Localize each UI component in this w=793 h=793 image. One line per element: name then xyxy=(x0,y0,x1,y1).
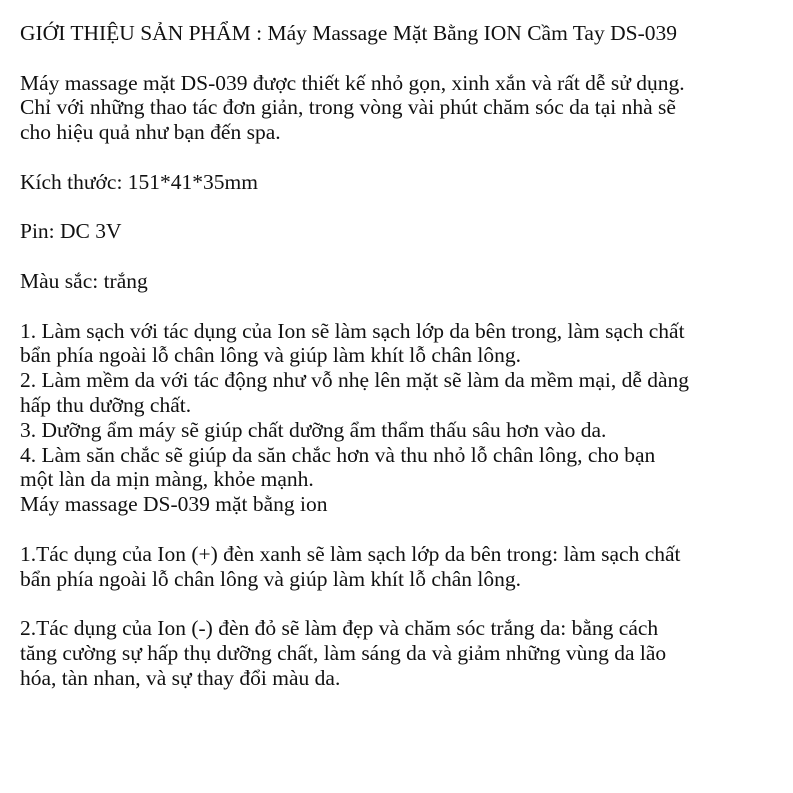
feature-line: hấp thu dưỡng chất. xyxy=(20,392,192,417)
spec-battery: Pin: DC 3V xyxy=(20,219,122,244)
ion-plus-line: 1.Tác dụng của Ion (+) đèn xanh sẽ làm sạch lớp da bên trong: làm sạch chất xyxy=(20,541,681,566)
spacer xyxy=(20,591,790,616)
spacer xyxy=(20,517,790,542)
spacer xyxy=(20,145,790,170)
intro-line: Máy massage mặt DS-039 được thiết kế nhỏ gọn, xinh xắn và rất dễ sử dụng. xyxy=(20,70,685,95)
spacer xyxy=(20,244,790,269)
feature-line: Máy massage DS-039 mặt bằng ion xyxy=(20,492,328,517)
spacer xyxy=(20,294,790,319)
product-description xyxy=(20,21,790,691)
ion-minus-line: hóa, tàn nhan, và sự thay đổi màu da. xyxy=(20,665,341,690)
ion-minus-line: tăng cường sự hấp thụ dưỡng chất, làm sáng da và giảm những vùng da lão xyxy=(20,640,667,665)
feature-line: 1. Làm sạch với tác dụng của Ion sẽ làm sạch lớp da bên trong, làm sạch chất xyxy=(20,318,685,343)
feature-line: 3. Dưỡng ẩm máy sẽ giúp chất dưỡng ẩm thẩm thấu sâu hơn vào da. xyxy=(20,417,607,442)
spacer xyxy=(20,195,790,220)
feature-line: một làn da mịn màng, khỏe mạnh. xyxy=(20,467,314,492)
ion-plus-line: bẩn phía ngoài lỗ chân lông và giúp làm khít lỗ chân lông. xyxy=(20,566,521,591)
spec-color: Màu sắc: trắng xyxy=(20,268,148,293)
feature-line: 2. Làm mềm da với tác động như vỗ nhẹ lên mặt sẽ làm da mềm mại, dễ dàng xyxy=(20,368,690,393)
feature-line: 4. Làm săn chắc sẽ giúp da săn chắc hơn và thu nhỏ lỗ chân lông, cho bạn xyxy=(20,442,656,467)
spec-size: Kích thước: 151*41*35mm xyxy=(20,169,259,194)
feature-line: bẩn phía ngoài lỗ chân lông và giúp làm khít lỗ chân lông. xyxy=(20,343,521,368)
page-title: GIỚI THIỆU SẢN PHẨM : Máy Massage Mặt Bằng ION Cầm Tay DS-039 xyxy=(20,21,677,45)
spacer xyxy=(20,46,790,71)
ion-minus-line: 2.Tác dụng của Ion (-) đèn đỏ sẽ làm đẹp và chăm sóc trắng da: bằng cách xyxy=(20,616,659,641)
intro-line: cho hiệu quả như bạn đến spa. xyxy=(20,120,281,145)
intro-line: Chỉ với những thao tác đơn giản, trong vòng vài phút chăm sóc da tại nhà sẽ xyxy=(20,95,676,120)
